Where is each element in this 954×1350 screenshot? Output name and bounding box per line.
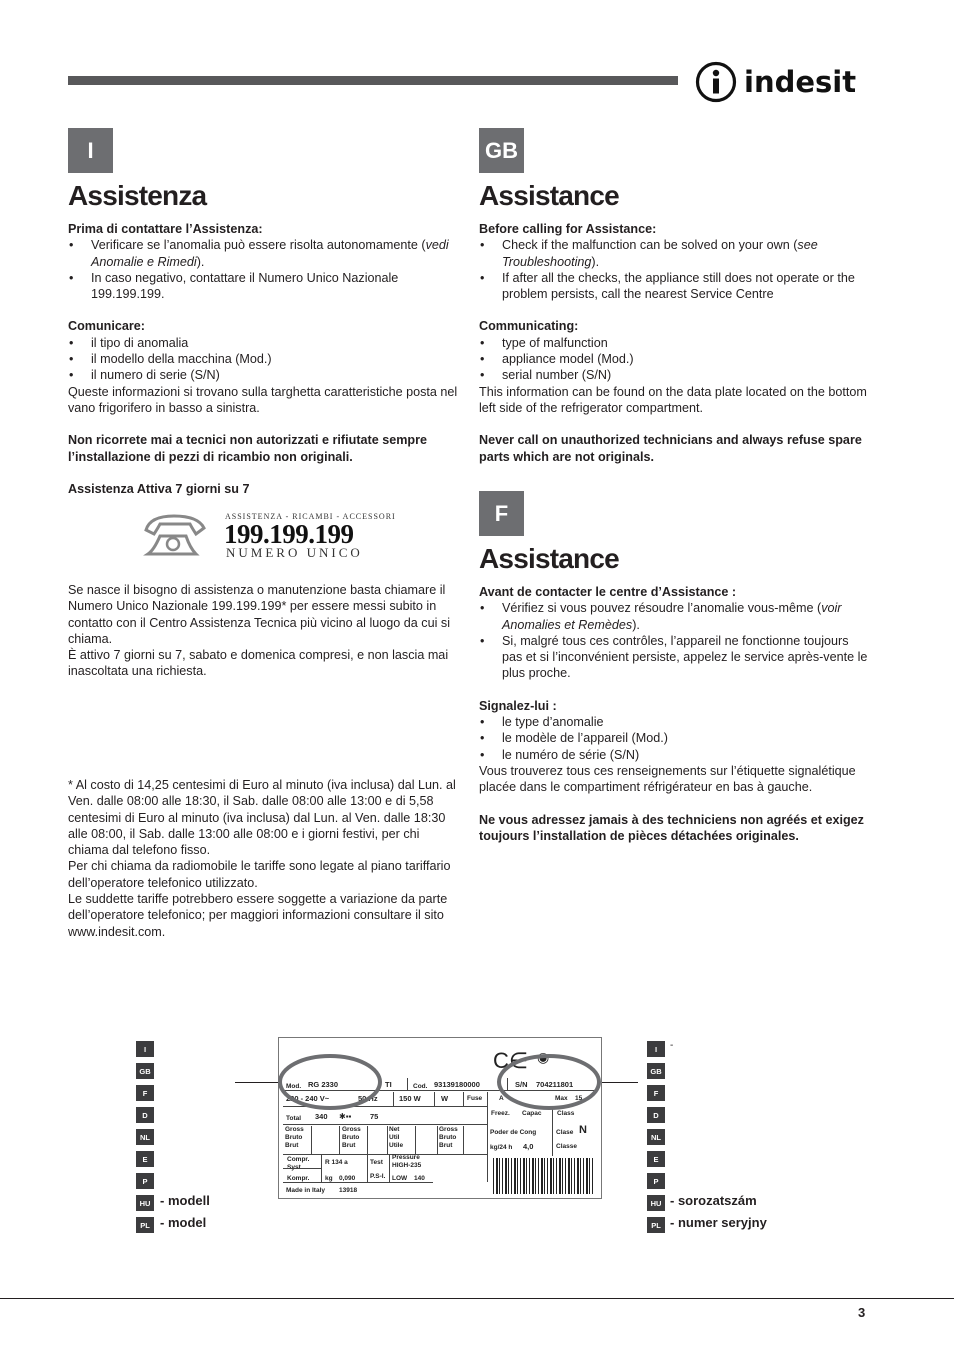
tag-right-d: D [647, 1107, 665, 1123]
brand-wordmark: indesit [744, 65, 857, 99]
tag-left-i: I [136, 1041, 154, 1057]
list-item: • Check if the malfunction can be solved on your own (see Troubleshooting). [479, 237, 871, 270]
comm-heading-it: Comunicare: [68, 319, 145, 334]
lang-badge-gb: GB [479, 128, 524, 173]
list-item: • type of malfunction [479, 335, 871, 351]
list-item: • serial number (S/N) [479, 367, 871, 383]
star-icon: ✱▪▪ [339, 1112, 352, 1121]
tag-right-gb: GB [647, 1063, 665, 1079]
label-pl-serial: - numer seryjny [670, 1215, 767, 1230]
label-hu-serial: - sorozatszám [670, 1193, 757, 1208]
before-heading-gb: Before calling for Assistance: [479, 222, 657, 236]
tag-left-f: F [136, 1085, 154, 1101]
tag-left-pl: PL [136, 1217, 154, 1233]
list-item: • le type d’anomalie [479, 714, 871, 730]
highlight-circles [270, 1046, 615, 1116]
section-title-gb: Assistance [479, 180, 619, 211]
tag-left-d: D [136, 1107, 154, 1123]
list-item: • If after all the checks, the appliance still does not operate or the problem persists, call the nearest Service Centre [479, 270, 871, 303]
header-bar [68, 76, 678, 85]
list-item: • il tipo di anomalia [68, 335, 458, 351]
tag-left-hu: HU [136, 1195, 154, 1211]
tag-right-nl: NL [647, 1129, 665, 1145]
comm-heading-gb: Communicating: [479, 319, 579, 334]
comm-note-it: Queste informazioni si trovano sulla targhetta caratteristiche posta nel vano frigorifero in basso a sinistra. [68, 384, 458, 415]
comm-heading-fr: Signalez-lui : [479, 698, 557, 713]
label-hu-model: - modell [160, 1193, 210, 1208]
pressure: Pressure HIGH-235 [392, 1154, 422, 1169]
list-item: • appliance model (Mod.) [479, 351, 871, 367]
tag-left-nl: NL [136, 1129, 154, 1145]
tag-right-e: E [647, 1151, 665, 1167]
tag-right-hu: HU [647, 1195, 665, 1211]
tag-left-gb: GB [136, 1063, 154, 1079]
list-item: • le numéro de série (S/N) [479, 747, 871, 763]
list-item: • Si, malgré tous ces contrôles, l’appareil ne fonctionne toujours pas et si l’inconvénient persiste, appelez le service après-vente le plus proche. [479, 633, 871, 682]
gross-2: Gross Bruto Brut [342, 1126, 361, 1149]
section-body-it [68, 221, 458, 497]
barcode-icon [493, 1158, 593, 1194]
before-heading-it: Prima di contattare l’Assistenza: [68, 222, 263, 236]
logo-bottom-text: NUMERO UNICO [226, 545, 363, 560]
logo-number: 199.199.199 [224, 519, 354, 549]
tag-left-p: P [136, 1173, 154, 1189]
gross-1: Gross Bruto Brut [285, 1126, 304, 1149]
before-heading-fr: Avant de contacter le centre d’Assistance : [479, 585, 737, 599]
plate-serial: 704211801 [536, 1080, 574, 1089]
section-title-it: Assistenza [68, 180, 207, 211]
list-item: • Verificare se l’anomalia può essere risolta autonomamente (vedi Anomalie e Rimedi). [68, 237, 458, 270]
section-title-fr: Assistance [479, 543, 619, 574]
indesit-logo [694, 60, 869, 104]
compr-syst: Compr. [287, 1156, 310, 1163]
list-item: • le modèle de l’appareil (Mod.) [479, 730, 871, 746]
tag-right-i: I [647, 1041, 665, 1057]
data-plate: C∈ ◉ Mod. RG 2330 TI Cod. 93139180000 S/N 704211801 220 - 240 V~ 50 Hz 150 W W Fuse A Max 15 Total 340 ✱▪▪ 75 Freez. Capac Class Gross Bruto Brut Gross Bruto Brut Net Util Utile Gross Bruto Brut Poder de Cong kg/24 h 4,0 Clase N Classe Compr. R 134 a Kompr. kg 0,090 Test P.S-I. Pressure HIGH-235 LOW 140 Made in Italy 13918 [278, 1037, 602, 1199]
page-number: 3 [858, 1305, 866, 1320]
section-body-fr [479, 584, 871, 844]
lang-badge-it: I [68, 128, 113, 173]
lang-badge-fr: F [479, 491, 524, 536]
label-i-serial: - [670, 1040, 674, 1051]
tag-right-p: P [647, 1173, 665, 1189]
comm-note-fr: Vous trouverez tous ces renseignements sur l’étiquette signalétique placée dans le compartiment réfrigérateur en bas à gauche. [479, 763, 856, 795]
warning-it: Non ricorrete mai a tecnici non autorizzati e rifiutate sempre l’installazione di pezzi di ricambio non originali. [68, 433, 428, 464]
list-item: • Vérifiez si vous pouvez résoudre l’anomalie vous-même (voir Anomalies et Remèdes). [479, 600, 871, 633]
section-body-gb [479, 221, 871, 465]
footer-rule [0, 1298, 954, 1299]
active-heading-it: Assistenza Attiva 7 giorni su 7 [68, 481, 250, 496]
numero-unico-logo [140, 508, 396, 562]
gross-3: Gross Bruto Brut [439, 1126, 458, 1149]
tag-right-f: F [647, 1085, 665, 1101]
warning-gb: Never call on unauthorized technicians and always refuse spare parts which are not originals. [479, 433, 862, 464]
logo-top-text: ASSISTENZA - RICAMBI - ACCESSORI [225, 512, 396, 521]
list-item: • In caso negativo, contattare il Numero Unico Nazionale 199.199.199. [68, 270, 458, 303]
label-pl-model: - model [160, 1215, 207, 1230]
footnote-it: * Al costo di 14,25 centesimi di Euro al minuto (iva inclusa) dal Lun. al Ven. dalle 08:00 alle 18:30, il Sab. dalle 08:00 alle 13:00 e di 5,58 centesimi di Euro al minuto (iva inclusa) dal Lun. al Ven. dalle 18:30 alle 08:00, il Sab. dalle 13:00 alle 08:00 e i giorni festivi, per chi chiama dal telefono fisso. Per chi chiama da radiomobile le tariffe sono legate al piano tariffario dell’operatore telefonico utilizzato. Le suddette tariffe potrebbero essere soggette a variazione da parte dell’operatore telefonico; per maggiori informazioni consultare il sito www.indesit.com. [68, 778, 456, 939]
net: Net Util Utile [389, 1126, 404, 1149]
list-item: • il numero di serie (S/N) [68, 367, 458, 383]
cert-mark-icon: ◉ [537, 1049, 550, 1065]
plate-model: RG 2330 [308, 1080, 339, 1089]
telephone-icon [140, 510, 210, 560]
tag-right-pl: PL [647, 1217, 665, 1233]
para-it: Se nasce il bisogno di assistenza o manutenzione basta chiamare il Numero Unico Nazionale 199.199.199* per essere messi subito in contatto con il Centro Assistenza Tecnica più vicino al luogo da cui si chiama. È attivo 7 giorni su 7, sabato e domenica compresi, e non lascia mai inascoltata una richiesta. [68, 583, 450, 679]
list-item: • il modello della macchina (Mod.) [68, 351, 458, 367]
ce-mark-icon: C∈ [493, 1048, 529, 1073]
comm-note-gb: This information can be found on the data plate located on the bottom left side of the refrigerator compartment. [479, 384, 867, 415]
warning-fr: Ne vous adressez jamais à des techniciens non agréés et exigez toujours l’installation de pièces détachées originales. [479, 812, 864, 843]
indesit-i-icon [694, 60, 738, 104]
tag-left-e: E [136, 1151, 154, 1167]
